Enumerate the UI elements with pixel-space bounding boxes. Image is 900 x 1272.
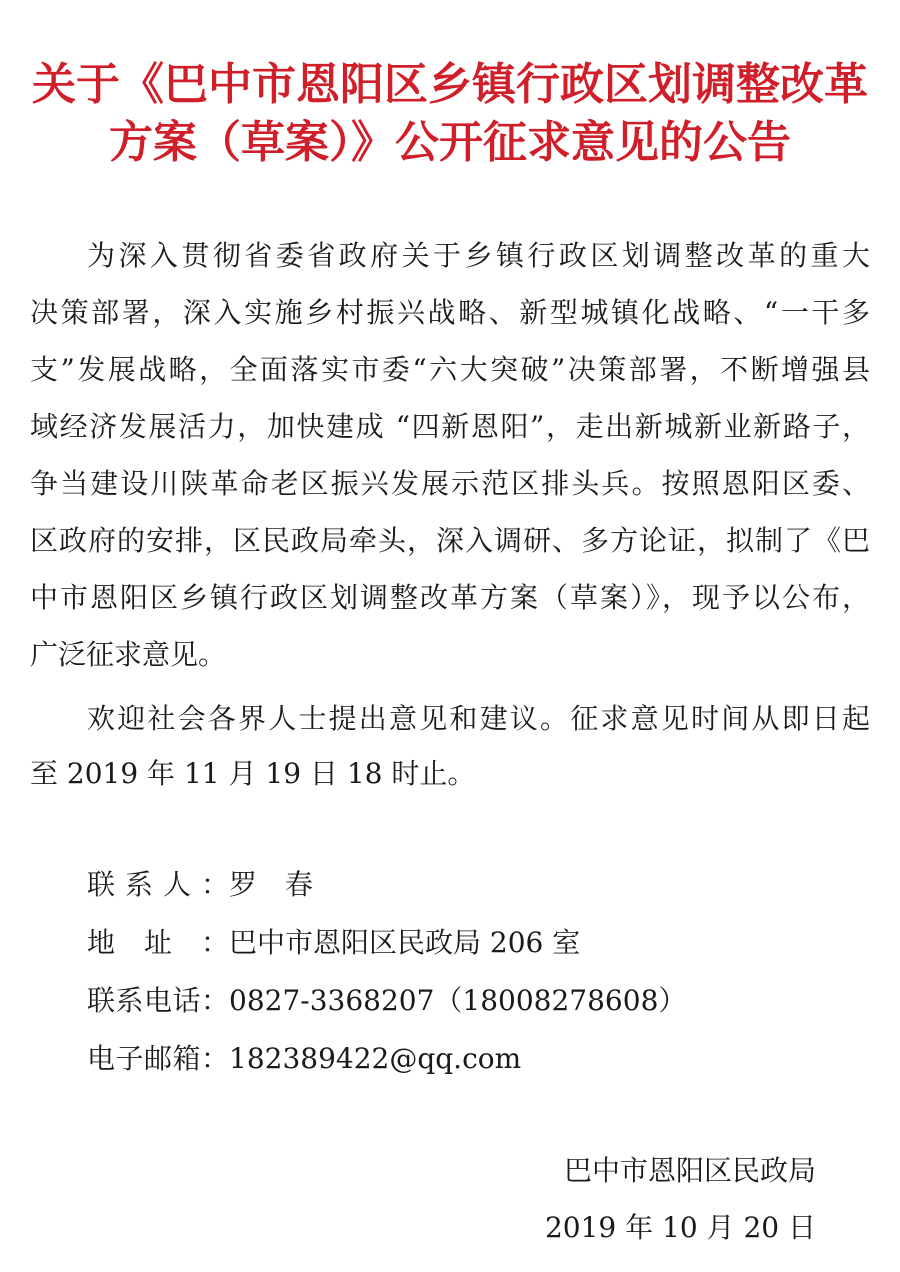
paragraph-line: 广泛征求意见。: [30, 638, 227, 671]
paragraph-line: 争当建设川陕革命老区振兴发展示范区排头兵。按照恩阳区委、: [30, 467, 870, 500]
signature-org: 巴中市恩阳区民政局: [563, 1154, 816, 1187]
contact-value: 罗 春: [229, 868, 314, 901]
contact-person-row: [87, 867, 313, 903]
contact-address-row: [87, 925, 580, 961]
contact-email-row: [87, 1041, 521, 1077]
contact-label: 联系人：: [87, 868, 229, 901]
paragraph-line: 域经济发展活力，加快建成 “四新恩阳”，走出新城新业新路子，: [30, 410, 870, 443]
contact-label: 电子邮箱：: [87, 1042, 229, 1075]
contact-label: 地址：: [87, 926, 229, 959]
paragraph-line: 欢迎社会各界人士提出意见和建议。征求意见时间从即日起: [87, 702, 870, 735]
signature-date: 2019 年 10 月 20 日: [544, 1211, 816, 1244]
contact-value: 182389422@qq.com: [229, 1042, 522, 1075]
contact-phone-row: [87, 983, 686, 1019]
contact-label: 联系电话：: [87, 984, 229, 1017]
paragraph-line: 支”发展战略，全面落实市委“六大突破”决策部署，不断增强县: [30, 353, 870, 386]
paragraph-line: 决策部署，深入实施乡村振兴战略、新型城镇化战略、“一干多: [30, 296, 870, 329]
paragraph-line: 区政府的安排，区民政局牵头，深入调研、多方论证，拟制了《巴: [30, 524, 870, 557]
paragraph-line: 为深入贯彻省委省政府关于乡镇行政区划调整改革的重大: [87, 239, 870, 272]
contact-value: 巴中市恩阳区民政局 206 室: [229, 926, 581, 959]
notice-title-line-2: 方案（草案）》公开征求意见的公告: [109, 117, 791, 168]
contact-value: 0827-3368207（18008278608）: [229, 984, 687, 1017]
paragraph-line: 至 2019 年 11 月 19 日 18 时止。: [30, 757, 476, 790]
paragraph-line: 中市恩阳区乡镇行政区划调整改革方案（草案）》，现予以公布，: [30, 581, 870, 614]
notice-title-line-1: 关于《巴中市恩阳区乡镇行政区划调整改革: [32, 59, 868, 110]
